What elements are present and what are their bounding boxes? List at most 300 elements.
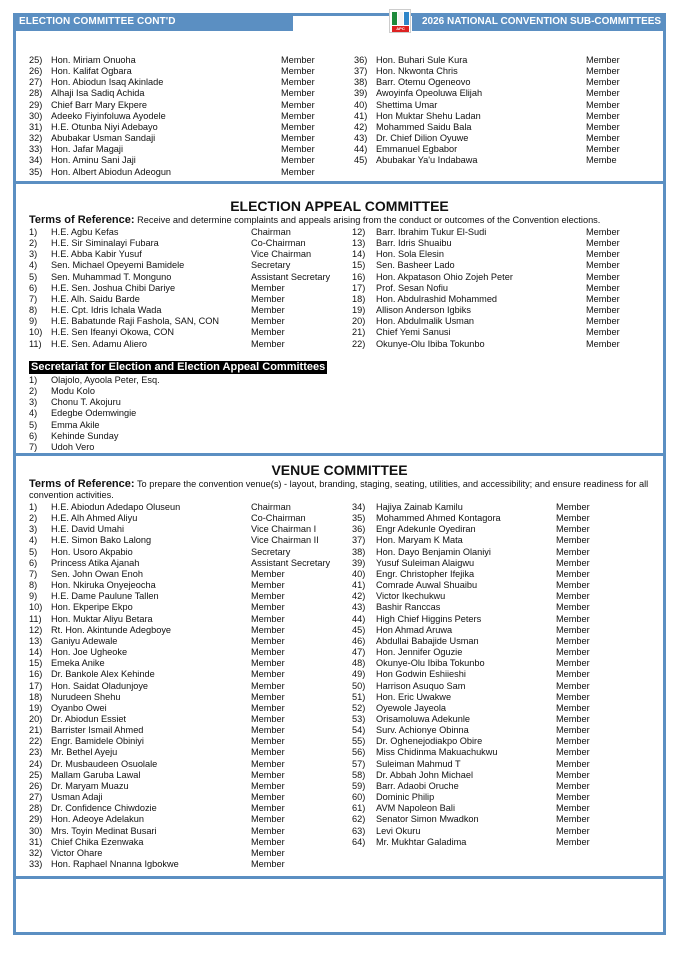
member-number: 24) xyxy=(29,758,43,769)
member-number: 20) xyxy=(29,713,43,724)
member-row xyxy=(29,647,361,658)
member-role: Member xyxy=(556,691,590,702)
member-row xyxy=(29,88,336,99)
member-role: Member xyxy=(281,99,315,110)
member-name: Udoh Vero xyxy=(51,441,95,452)
member-role: Member xyxy=(586,338,620,349)
member-role: Member xyxy=(251,669,285,680)
member-name: Bashir Ranccas xyxy=(376,602,441,613)
member-role: Member xyxy=(251,769,285,780)
member-name: Prof. Sesan Nofiu xyxy=(376,282,449,293)
member-number: 14) xyxy=(352,249,366,260)
member-name: Hon. Abdulmalik Usman xyxy=(376,316,475,327)
member-number: 27) xyxy=(29,77,43,88)
member-number: 55) xyxy=(352,736,366,747)
member-name: H.E. Simon Bako Lalong xyxy=(51,535,152,546)
member-name: H.E. Cpt. Idris Ichala Wada xyxy=(51,305,162,316)
member-number: 26) xyxy=(29,780,43,791)
member-number: 20) xyxy=(352,316,366,327)
member-row xyxy=(352,569,616,580)
member-row xyxy=(29,591,361,602)
member-number: 62) xyxy=(352,814,366,825)
member-number: 13) xyxy=(29,635,43,646)
secretariat-list xyxy=(29,375,311,453)
member-name: Hon. Albert Abiodun Adeogun xyxy=(51,166,172,177)
member-name: Hon. Raphael Nnanna Igbokwe xyxy=(51,859,179,869)
member-role: Member xyxy=(281,133,315,144)
member-name: H.E. Alh. Saidu Barde xyxy=(51,293,140,304)
member-row xyxy=(29,547,361,558)
member-number: 43) xyxy=(352,602,366,613)
member-row xyxy=(29,558,361,569)
member-number: 4) xyxy=(29,535,38,546)
member-name: Dominic Philip xyxy=(376,792,435,803)
member-role: Membe xyxy=(586,155,617,166)
member-row xyxy=(29,658,361,669)
member-row xyxy=(29,339,361,350)
member-role: Member xyxy=(556,825,590,836)
member-name: Sen. John Owan Enoh xyxy=(51,568,143,579)
member-row xyxy=(29,669,361,680)
member-row xyxy=(29,636,361,647)
member-row xyxy=(354,88,646,99)
member-row xyxy=(352,681,616,692)
member-name: Hajiya Zainab Kamilu xyxy=(376,502,463,512)
member-row xyxy=(352,547,616,558)
member-number: 26) xyxy=(29,66,43,77)
member-role: Member xyxy=(556,758,590,769)
member-role: Member xyxy=(251,836,285,847)
member-name: Hon Godwin Eshiieshi xyxy=(376,669,466,680)
member-role: Member xyxy=(586,305,620,316)
member-name: Mallam Garuba Lawal xyxy=(51,769,141,780)
member-name: Hon. Nkwonta Chris xyxy=(376,66,458,77)
member-role: Member xyxy=(251,591,285,602)
member-role: Member xyxy=(251,725,285,736)
member-role: Member xyxy=(586,271,620,282)
member-role: Member xyxy=(281,110,315,121)
member-name: Hon. Usoro Akpabio xyxy=(51,546,133,557)
member-role: Assistant Secretary xyxy=(251,271,331,282)
member-number: 19) xyxy=(352,305,366,316)
member-number: 22) xyxy=(352,338,366,349)
member-role: Secretary xyxy=(251,260,291,271)
member-number: 51) xyxy=(352,691,366,702)
member-role: Member xyxy=(586,293,620,304)
member-row xyxy=(354,55,646,66)
member-row xyxy=(29,431,311,442)
member-role: Member xyxy=(556,591,590,602)
member-role: Member xyxy=(556,635,590,646)
member-name: Barr. Ibrahim Tukur El-Sudi xyxy=(376,227,487,237)
member-role: Member xyxy=(556,725,590,736)
member-role: Member xyxy=(281,66,315,77)
member-name: Abubakar Usman Sandaji xyxy=(51,133,156,144)
member-name: Usman Adaji xyxy=(51,792,103,803)
member-name: Princess Atika Ajanah xyxy=(51,557,140,568)
header-section-label: ELECTION COMMITTEE CONT'D xyxy=(13,13,293,31)
member-row xyxy=(352,305,646,316)
member-row xyxy=(352,714,616,725)
member-name: Dr. Oghenejodiakpo Obire xyxy=(376,736,483,747)
member-name: Chief Yemi Sanusi xyxy=(376,327,451,338)
member-number: 33) xyxy=(29,859,43,869)
member-number: 30) xyxy=(29,825,43,836)
member-name: Adeeko Fiyinfoluwa Ayodele xyxy=(51,110,166,121)
member-name: Dr. Confidence Chiwdozie xyxy=(51,803,157,814)
member-number: 21) xyxy=(29,725,43,736)
member-role: Member xyxy=(556,803,590,814)
member-number: 10) xyxy=(29,602,43,613)
member-row xyxy=(352,294,646,305)
member-name: Chief Chika Ezenwaka xyxy=(51,836,144,847)
member-role: Member xyxy=(556,747,590,758)
member-row xyxy=(352,658,616,669)
terms-text: To prepare the convention venue(s) - layout, branding, staging, seating, utilities, and accessibility; and ensure readiness for all convention activities. xyxy=(29,479,649,500)
member-role: Member xyxy=(281,77,315,88)
member-role: Member xyxy=(556,647,590,658)
member-number: 30) xyxy=(29,110,43,121)
election-committee-list-right xyxy=(354,55,646,167)
member-role: Member xyxy=(251,658,285,669)
member-name: Okunye-Olu Ibiba Tokunbo xyxy=(376,658,485,669)
member-name: Orisamoluwa Adekunle xyxy=(376,713,470,724)
member-number: 27) xyxy=(29,792,43,803)
member-role: Chairman xyxy=(251,227,291,237)
member-row xyxy=(29,781,361,792)
member-role: Member xyxy=(281,55,315,65)
member-role: Member xyxy=(556,602,590,613)
member-name: Chonu T. Akojuru xyxy=(51,397,121,408)
member-name: Hon. Akpatason Ohio Zojeh Peter xyxy=(376,271,513,282)
member-name: Yusuf Suleiman Alaigwu xyxy=(376,557,475,568)
member-number: 42) xyxy=(352,591,366,602)
member-name: Sen. Basheer Lado xyxy=(376,260,455,271)
member-row xyxy=(354,144,646,155)
member-row xyxy=(352,558,616,569)
member-name: Hon. Muktar Aliyu Betara xyxy=(51,613,153,624)
member-name: Shettima Umar xyxy=(376,99,438,110)
member-number: 13) xyxy=(352,238,366,249)
member-row xyxy=(352,227,646,238)
member-row xyxy=(352,591,616,602)
member-number: 64) xyxy=(352,836,366,847)
member-number: 9) xyxy=(29,316,38,327)
member-row xyxy=(352,535,616,546)
member-row xyxy=(352,692,616,703)
member-number: 3) xyxy=(29,249,38,260)
member-row xyxy=(29,703,361,714)
member-name: Emmanuel Egbabor xyxy=(376,144,458,155)
member-name: Ganiyu Adewale xyxy=(51,635,118,646)
member-number: 36) xyxy=(352,524,366,535)
member-number: 35) xyxy=(29,166,43,177)
member-name: Comrade Auwal Shuaibu xyxy=(376,580,478,591)
member-role: Vice Chairman II xyxy=(251,535,319,546)
member-number: 16) xyxy=(352,271,366,282)
member-name: H.E. Abba Kabir Yusuf xyxy=(51,249,142,260)
member-row xyxy=(352,614,616,625)
member-row xyxy=(29,848,361,859)
member-number: 7) xyxy=(29,568,38,579)
member-number: 5) xyxy=(29,419,38,430)
member-role: Member xyxy=(251,635,285,646)
member-role: Member xyxy=(586,238,620,249)
member-number: 18) xyxy=(352,293,366,304)
member-number: 38) xyxy=(352,546,366,557)
member-role: Member xyxy=(251,282,285,293)
member-number: 8) xyxy=(29,305,38,316)
member-number: 4) xyxy=(29,408,38,419)
member-name: Awoyinfa Opeoluwa Elijah xyxy=(376,88,483,99)
member-name: Alhaji Isa Sadiq Achida xyxy=(51,88,145,99)
terms-label: Terms of Reference: xyxy=(29,478,135,490)
member-number: 57) xyxy=(352,758,366,769)
member-role: Member xyxy=(556,702,590,713)
member-role: Member xyxy=(281,144,315,155)
member-name: Hon. Sola Elesin xyxy=(376,249,444,260)
member-number: 48) xyxy=(352,658,366,669)
member-row xyxy=(352,238,646,249)
member-name: Hon. Nkiruka Onyejeocha xyxy=(51,580,156,591)
member-row xyxy=(29,826,361,837)
member-name: H.E. Sen. Adamu Aliero xyxy=(51,338,148,349)
election-committee-list-left xyxy=(29,55,336,178)
member-role: Member xyxy=(251,602,285,613)
member-name: Hon. Aminu Sani Jaji xyxy=(51,155,136,166)
member-row xyxy=(352,625,616,636)
member-role: Member xyxy=(556,680,590,691)
member-number: 37) xyxy=(354,66,368,77)
member-row xyxy=(29,614,361,625)
member-name: Rt. Hon. Akintunde Adegboye xyxy=(51,624,172,635)
member-role: Member xyxy=(586,249,620,260)
member-role: Member xyxy=(556,524,590,535)
member-number: 18) xyxy=(29,691,43,702)
member-row xyxy=(354,133,646,144)
apc-logo-icon: APC xyxy=(389,9,411,33)
member-number: 17) xyxy=(29,680,43,691)
member-name: Hon. Kalifat Ogbara xyxy=(51,66,132,77)
member-row xyxy=(29,803,361,814)
member-number: 56) xyxy=(352,747,366,758)
member-name: H.E. David Umahi xyxy=(51,524,125,535)
member-role: Vice Chairman I xyxy=(251,524,317,535)
member-number: 60) xyxy=(352,792,366,803)
member-name: Hon. Abiodun Isaq Akinlade xyxy=(51,77,164,88)
member-row xyxy=(29,305,361,316)
member-row xyxy=(29,249,361,260)
member-role: Member xyxy=(251,327,285,338)
member-role: Member xyxy=(586,144,620,155)
member-role: Member xyxy=(251,792,285,803)
member-number: 28) xyxy=(29,803,43,814)
member-role: Member xyxy=(251,780,285,791)
member-role: Member xyxy=(251,825,285,836)
member-name: Nurudeen Shehu xyxy=(51,691,121,702)
member-row xyxy=(29,420,311,431)
member-number: 40) xyxy=(352,568,366,579)
member-role: Member xyxy=(251,568,285,579)
member-number: 39) xyxy=(354,88,368,99)
member-name: Suleiman Mahmud T xyxy=(376,758,461,769)
member-row xyxy=(29,569,361,580)
member-number: 10) xyxy=(29,327,43,338)
member-row xyxy=(29,386,311,397)
venue-list-left xyxy=(29,502,361,870)
member-number: 35) xyxy=(352,513,366,524)
member-role: Member xyxy=(251,316,285,327)
member-name: Miss Chidinma Makuachukwu xyxy=(376,747,498,758)
member-row xyxy=(29,759,361,770)
member-number: 4) xyxy=(29,260,38,271)
member-role: Member xyxy=(586,99,620,110)
member-name: Engr. Christopher Ifejika xyxy=(376,568,475,579)
member-number: 25) xyxy=(29,55,43,65)
member-role: Member xyxy=(586,110,620,121)
member-number: 58) xyxy=(352,769,366,780)
member-number: 49) xyxy=(352,669,366,680)
member-number: 12) xyxy=(29,624,43,635)
member-role: Assistant Secretary xyxy=(251,557,331,568)
member-row xyxy=(352,826,616,837)
member-role: Member xyxy=(586,327,620,338)
member-row xyxy=(29,238,361,249)
member-row xyxy=(29,408,311,419)
member-role: Member xyxy=(251,736,285,747)
member-name: Engr. Bamidele Obiniyi xyxy=(51,736,144,747)
member-name: H.E. Babatunde Raji Fashola, SAN, CON xyxy=(51,316,220,327)
member-role: Member xyxy=(556,713,590,724)
member-row xyxy=(29,714,361,725)
member-name: H.E. Sir Siminalayi Fubara xyxy=(51,238,159,249)
member-number: 44) xyxy=(352,613,366,624)
member-name: Hon Muktar Shehu Ladan xyxy=(376,110,481,121)
member-name: Olajolo, Ayoola Peter, Esq. xyxy=(51,375,160,385)
member-role: Member xyxy=(556,502,590,512)
member-row xyxy=(29,502,361,513)
member-row xyxy=(352,327,646,338)
member-number: 40) xyxy=(354,99,368,110)
member-role: Member xyxy=(586,282,620,293)
member-row xyxy=(354,111,646,122)
member-name: Surv. Achionye Obinna xyxy=(376,725,469,736)
member-row xyxy=(29,283,361,294)
member-number: 25) xyxy=(29,769,43,780)
member-name: Abubakar Ya'u Indabawa xyxy=(376,155,478,166)
member-number: 34) xyxy=(352,502,366,512)
member-row xyxy=(29,155,336,166)
member-name: Levi Okuru xyxy=(376,825,421,836)
member-number: 2) xyxy=(29,386,38,397)
member-number: 63) xyxy=(352,825,366,836)
member-number: 5) xyxy=(29,546,38,557)
member-row xyxy=(29,442,311,453)
member-row xyxy=(29,327,361,338)
member-row xyxy=(352,781,616,792)
member-number: 22) xyxy=(29,736,43,747)
member-name: Edegbe Odemwingie xyxy=(51,408,137,419)
member-name: Kehinde Sunday xyxy=(51,430,119,441)
member-row xyxy=(29,770,361,781)
member-number: 54) xyxy=(352,725,366,736)
member-number: 47) xyxy=(352,647,366,658)
member-row xyxy=(29,167,336,178)
member-row xyxy=(29,814,361,825)
member-row xyxy=(29,859,361,870)
member-role: Member xyxy=(556,535,590,546)
member-row xyxy=(352,602,616,613)
member-number: 6) xyxy=(29,282,38,293)
member-name: Emeka Anike xyxy=(51,658,105,669)
member-number: 1) xyxy=(29,227,38,237)
member-role: Member xyxy=(556,780,590,791)
member-name: Hon. Saidat Oladunjoye xyxy=(51,680,149,691)
member-role: Member xyxy=(586,121,620,132)
member-number: 34) xyxy=(29,155,43,166)
member-role: Member xyxy=(556,658,590,669)
member-name: Barr. Otemu Ogeneovo xyxy=(376,77,471,88)
member-role: Member xyxy=(281,155,315,166)
member-role: Member xyxy=(281,121,315,132)
member-row xyxy=(29,144,336,155)
member-name: Allison Anderson Igbiks xyxy=(376,305,471,316)
member-name: Hon. Maryam K Mata xyxy=(376,535,463,546)
member-role: Member xyxy=(251,624,285,635)
member-role: Member xyxy=(251,859,285,869)
member-row xyxy=(352,260,646,271)
member-name: Engr Adekunle Oyediran xyxy=(376,524,476,535)
member-role: Member xyxy=(251,713,285,724)
member-number: 53) xyxy=(352,713,366,724)
member-row xyxy=(29,681,361,692)
member-row xyxy=(29,535,361,546)
member-number: 12) xyxy=(352,227,366,237)
member-row xyxy=(29,397,311,408)
member-name: H.E. Sen Ifeanyi Okowa, CON xyxy=(51,327,175,338)
member-row xyxy=(352,316,646,327)
member-name: Hon. Buhari Sule Kura xyxy=(376,55,468,65)
member-role: Member xyxy=(586,88,620,99)
member-name: Dr. Abbah John Michael xyxy=(376,769,474,780)
member-number: 15) xyxy=(352,260,366,271)
member-row xyxy=(354,77,646,88)
member-name: Dr. Bankole Alex Kehinde xyxy=(51,669,155,680)
member-role: Member xyxy=(556,513,590,524)
member-number: 44) xyxy=(354,144,368,155)
member-name: Dr. Musbaudeen Osuolale xyxy=(51,758,158,769)
member-row xyxy=(352,339,646,350)
member-row xyxy=(352,747,616,758)
member-number: 1) xyxy=(29,375,38,385)
member-row xyxy=(29,260,361,271)
member-number: 3) xyxy=(29,397,38,408)
member-number: 46) xyxy=(352,635,366,646)
member-number: 2) xyxy=(29,238,38,249)
member-number: 29) xyxy=(29,99,43,110)
member-name: High Chief Higgins Peters xyxy=(376,613,482,624)
member-role: Member xyxy=(281,166,315,177)
member-row xyxy=(352,647,616,658)
member-row xyxy=(352,837,616,848)
member-row xyxy=(352,792,616,803)
member-row xyxy=(354,100,646,111)
member-role: Member xyxy=(251,803,285,814)
member-role: Member xyxy=(586,227,620,237)
member-name: Hon. Adeoye Adelakun xyxy=(51,814,144,825)
member-role: Co-Chairman xyxy=(251,238,306,249)
member-row xyxy=(354,122,646,133)
